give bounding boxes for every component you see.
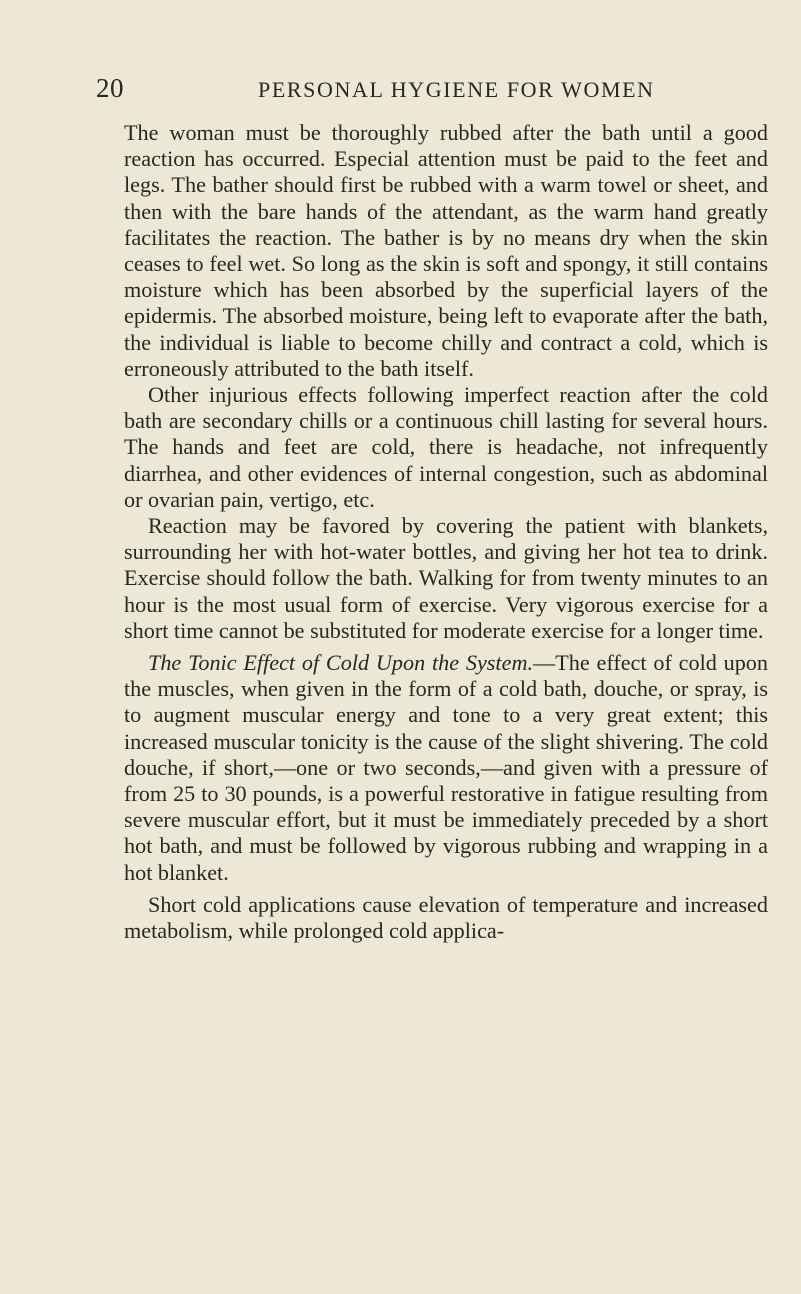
tonic-effect-heading: The Tonic Effect of Cold Upon the System. <box>148 650 534 676</box>
paragraph-short-cold-applications: Short cold applications cause elevation of temperature and increased metabolism, while prolonged cold applica- <box>124 891 768 944</box>
page-number: 20 <box>96 73 124 103</box>
running-head <box>96 73 736 107</box>
paragraph-tonic-effect <box>124 650 768 886</box>
body-text <box>124 120 768 944</box>
paragraph-injurious-effects: Other injurious effects following imperfect reaction after the cold bath are secondary chills or a continuous chill lasting for several hours. The hands and feet are cold, there is headache, not infrequently diarrhea, and other evidences of internal congestion, such as abdominal or ovarian pain, vertigo, etc. <box>124 382 768 512</box>
running-title: PERSONAL HYGIENE FOR WOMEN <box>258 77 655 102</box>
tonic-effect-text: —The effect of cold upon the muscles, when given in the form of a cold bath, douche, or spray, is to augment muscular energy and tone to a very great extent; this increased muscular tonicity is the cause of the slight shivering. The cold douche, if short,—one or two seconds,—and given with a pressure of from 25 to 30 pounds, is a powerful restorative in fatigue resulting from severe muscular effort, but it must be immediately preceded by a short hot bath, and must be followed by vigorous rubbing and wrapping in a hot blanket. <box>124 650 768 885</box>
paragraph-favoring-reaction: Reaction may be favored by covering the patient with blankets, surrounding her with hot-water bottles, and giving her hot tea to drink. Exercise should follow the bath. Walking for from twenty minutes to an hour is the most usual form of exercise. Very vigorous exercise for a short time cannot be substituted for moderate exercise for a longer time. <box>124 513 768 643</box>
paragraph-reaction: The woman must be thoroughly rubbed after the bath until a good reaction has occurred. Especial attention must be paid to the feet and legs. The bather should first be rubbed with a warm towel or sheet, and then with the bare hands of the attendant, as the warm hand greatly facilitates the reaction. The bather is by no means dry when the skin ceases to feel wet. So long as the skin is soft and spongy, it still contains moisture which has been absorbed by the superficial layers of the epidermis. The absorbed moisture, being left to evaporate after the bath, the individual is liable to become chilly and contract a cold, which is erroneously attributed to the bath itself. <box>124 120 768 381</box>
